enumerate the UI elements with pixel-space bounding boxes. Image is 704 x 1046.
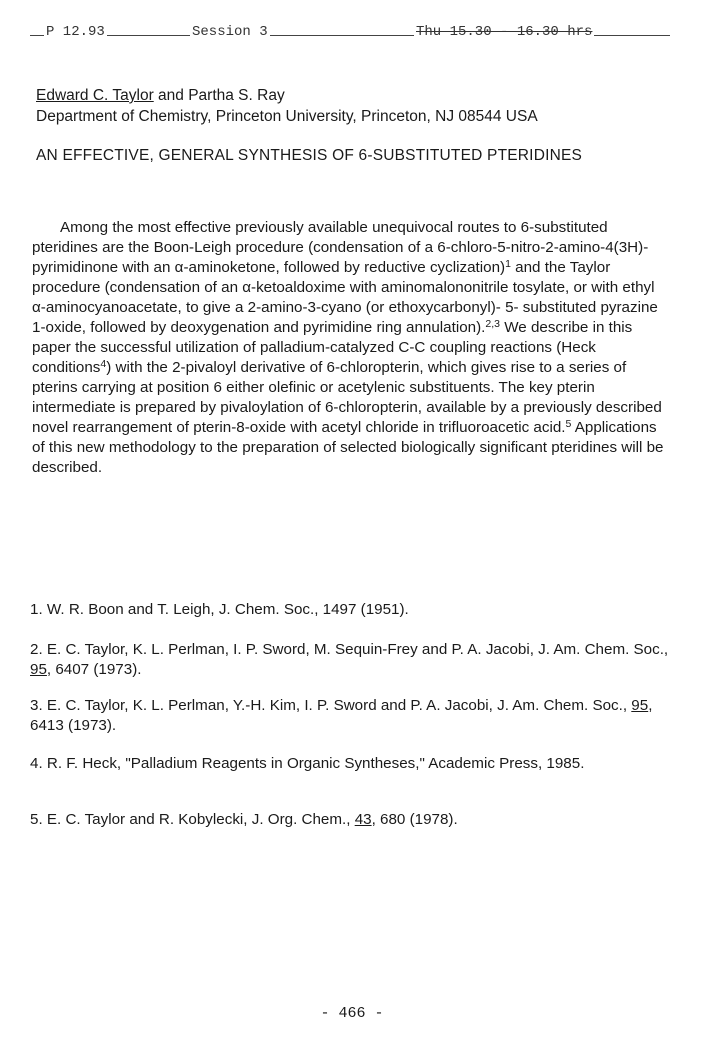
- abstract-text-5: Applications of this new methodology to the preparation of selected biologically significant pteridines will be described.: [32, 419, 664, 476]
- reference-3: 3. E. C. Taylor, K. L. Perlman, Y.-H. Kim, I. P. Sword and P. A. Jacobi, J. Am. Chem. Soc., 95, 6413 (1973).: [30, 697, 653, 734]
- page-code: P 12.93: [46, 24, 105, 40]
- citation-2: 2,3: [485, 318, 500, 330]
- abstract-text-4: ) with the 2-pivaloyl derivative of 6-chloropterin, which gives rise to a series of pterins carrying at position 6 either olefinic or acetylenic substituents. The key pterin intermediate is prepared by pivaloylation of 6-chloropterin, available by a previously described novel rearrangement of pterin-8-oxide with acetyl chloride in trifluoroacetic acid.: [32, 359, 662, 436]
- abstract-text-1: Among the most effective previously available unequivocal routes to 6-substituted pteridines are the Boon-Leigh procedure (condensation of a 6-chloro-5-nitro-2-amino-4(3H)-pyrimidinone with an α-aminoketone, followed by reductive cyclization): [32, 219, 649, 276]
- abstract: [32, 218, 672, 478]
- paper-title: AN EFFECTIVE, GENERAL SYNTHESIS OF 6-SUBSTITUTED PTERIDINES: [36, 147, 583, 164]
- affiliation: Department of Chemistry, Princeton University, Princeton, NJ 08544 USA: [36, 108, 538, 125]
- reference-5: 5. E. C. Taylor and R. Kobylecki, J. Org. Chem., 43, 680 (1978).: [30, 811, 458, 828]
- page-number: - 466 -: [320, 1005, 384, 1022]
- abstract-paragraph: [32, 218, 672, 478]
- authors: [36, 87, 285, 105]
- session-label: Session 3: [192, 24, 268, 40]
- reference-1: 1. W. R. Boon and T. Leigh, J. Chem. Soc., 1497 (1951).: [30, 601, 409, 618]
- co-authors: and Partha S. Ray: [153, 87, 285, 104]
- reference-4: 4. R. F. Heck, "Palladium Reagents in Organic Syntheses," Academic Press, 1985.: [30, 755, 585, 772]
- citation-3: 4: [100, 358, 107, 370]
- session-header: [30, 24, 670, 44]
- reference-2: 2. E. C. Taylor, K. L. Perlman, I. P. Sword, M. Sequin-Frey and P. A. Jacobi, J. Am. Chem. Soc., 95, 6407 (1973).: [30, 641, 669, 678]
- abstract-text-2: and the Taylor procedure (condensation of an α-ketoaldoxime with aminomalononitrile tosylate, or with ethyl α-aminocyanoacetate, to give a 2-amino-3-cyano (or ethoxycarbonyl)- 5- substituted pyrazine 1-oxide, followed by deoxygenation and pyrimidine ring annulation).: [32, 259, 658, 336]
- abstract-text-3: We describe in this paper the successful utilization of palladium-catalyzed C-C coupling reactions (Heck conditions: [32, 319, 633, 376]
- presenting-author: Edward C. Taylor: [36, 87, 154, 104]
- citation-1: 1: [505, 258, 511, 270]
- session-time: Thu 15.30 - 16.30 hrs: [416, 24, 593, 40]
- citation-4: 5: [565, 418, 572, 430]
